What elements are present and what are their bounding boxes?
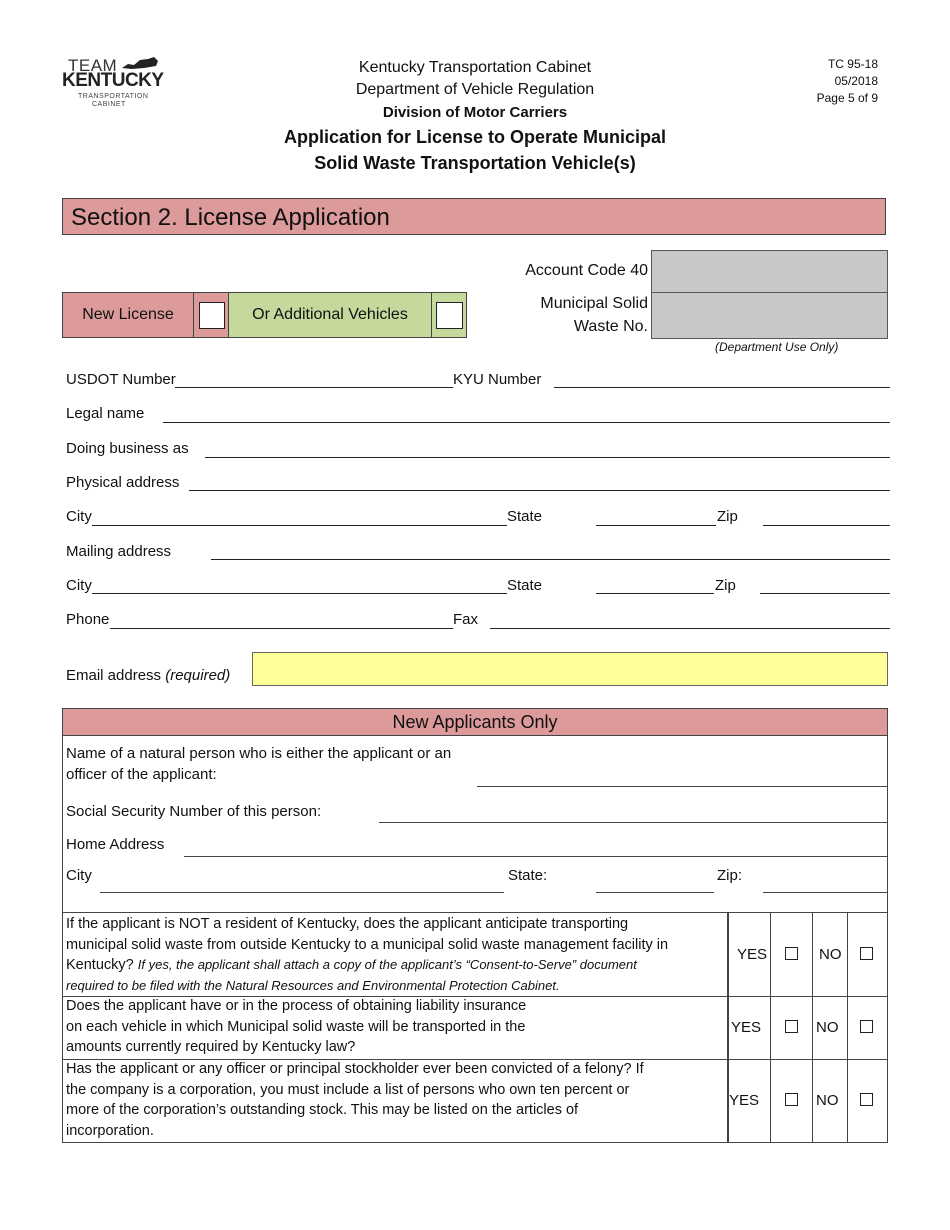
msw-label-1: Municipal Solid [540, 295, 648, 312]
question-1-line2: municipal solid waste from outside Kentucky to a municipal solid waste management facility in [66, 936, 669, 953]
kyu-input[interactable] [554, 387, 890, 388]
phone-label: Phone [66, 611, 110, 628]
usdot-input[interactable] [175, 387, 453, 388]
home-state-label: State: [508, 867, 548, 884]
msw-label-2: Waste No. [573, 318, 648, 335]
department-name: Department of Vehicle Regulation [355, 81, 595, 98]
fax-label: Fax [453, 611, 479, 628]
question-1 [66, 914, 724, 996]
question-3-line3: more of the corporation’s outstanding stock. This may be listed on the articles of [66, 1102, 579, 1118]
new-applicants-title: New Applicants Only [62, 708, 888, 736]
legal-name-input[interactable] [163, 422, 890, 423]
question-2-yes-checkbox[interactable] [785, 1020, 798, 1033]
question-1-note2: required to be filed with the Natural Resources and Environmental Protection Cabinet. [66, 977, 560, 993]
question-3-no-checkbox[interactable] [860, 1093, 873, 1106]
account-code-label: Account Code 40 [525, 262, 648, 279]
email-input[interactable] [252, 652, 888, 686]
question-3-no-label: NO [816, 1092, 839, 1109]
new-license-label: New License [62, 292, 194, 338]
dba-input[interactable] [205, 457, 890, 458]
logo-transportation-text: TRANSPORTATION [78, 93, 149, 100]
mailing-state-input[interactable] [596, 593, 714, 594]
dept-use-note: (Department Use Only) [715, 340, 839, 354]
home-zip-label: Zip: [717, 867, 743, 884]
account-code-field[interactable] [651, 250, 888, 293]
email-label-text: Email address [66, 667, 162, 684]
additional-vehicles-cell [431, 292, 467, 338]
msw-number-field[interactable] [651, 292, 888, 339]
natural-person-label-2: officer of the applicant: [66, 766, 217, 783]
new-license-checkbox[interactable] [199, 302, 225, 329]
question-1-yes-checkbox[interactable] [785, 947, 798, 960]
phone-input[interactable] [110, 628, 453, 629]
question-2-line1: Does the applicant have or in the process of obtaining liability insurance [66, 998, 527, 1014]
additional-vehicles-label: Or Additional Vehicles [228, 292, 432, 338]
home-address-input[interactable] [184, 856, 888, 857]
email-required-note: (required) [165, 667, 231, 684]
zip-input[interactable] [763, 525, 890, 526]
page-number: Page 5 of 9 [816, 91, 878, 105]
additional-vehicles-checkbox[interactable] [436, 302, 463, 329]
question-1-line3: Kentucky? [66, 957, 134, 973]
home-city-label: City [66, 867, 92, 884]
state-input[interactable] [596, 525, 716, 526]
home-state-input[interactable] [596, 892, 714, 893]
email-label [66, 667, 230, 684]
question-2-no-label: NO [816, 1019, 839, 1036]
logo-cabinet-text: CABINET [92, 101, 126, 108]
division-name: Division of Motor Carriers [382, 104, 568, 121]
section-title: Section 2. License Application [62, 198, 886, 235]
question-3 [66, 1059, 724, 1141]
question-3-yes-checkbox[interactable] [785, 1093, 798, 1106]
city-input[interactable] [92, 525, 507, 526]
kyu-label: KYU Number [453, 371, 542, 388]
question-2-line2: on each vehicle in which Municipal solid waste will be transported in the [66, 1018, 526, 1035]
mailing-zip-input[interactable] [760, 593, 890, 594]
yes-box-column-border [770, 912, 771, 1143]
state-label: State [507, 508, 543, 525]
natural-person-label-1: Name of a natural person who is either the applicant or an [66, 745, 452, 762]
question-1-no-checkbox[interactable] [860, 947, 873, 960]
usdot-label: USDOT Number [66, 371, 176, 388]
legal-name-label: Legal name [66, 405, 145, 422]
city-label: City [66, 508, 92, 525]
home-city-input[interactable] [100, 892, 504, 893]
form-title-line2: Solid Waste Transportation Vehicle(s) [314, 153, 636, 173]
mailing-address-label: Mailing address [66, 543, 172, 560]
mailing-zip-label: Zip [715, 577, 736, 594]
question-1-line1: If the applicant is NOT a resident of Kentucky, does the applicant anticipate transporting [66, 916, 629, 932]
mailing-city-label: City [66, 577, 92, 594]
question-2-no-checkbox[interactable] [860, 1020, 873, 1033]
natural-person-input[interactable] [477, 786, 888, 787]
home-address-label: Home Address [66, 836, 165, 853]
question-2 [66, 996, 724, 1058]
logo-kentucky-text: KENTUCKY [62, 70, 164, 91]
question-1-no-label: NO [819, 946, 842, 963]
mailing-state-label: State [507, 577, 543, 594]
no-column-border [812, 912, 813, 1143]
physical-address-label: Physical address [66, 474, 180, 491]
question-3-line1: Has the applicant or any officer or principal stockholder ever been convicted of a felony? If [66, 1061, 644, 1077]
form-title-line1: Application for License to Operate Municipal [283, 127, 667, 147]
zip-label: Zip [717, 508, 738, 525]
mailing-address-input[interactable] [211, 559, 890, 560]
fax-input[interactable] [490, 628, 890, 629]
agency-name: Kentucky Transportation Cabinet [358, 59, 592, 76]
question-3-line4: incorporation. [66, 1122, 154, 1139]
questions-top-border [62, 912, 888, 913]
mailing-city-input[interactable] [92, 593, 507, 594]
ssn-label: Social Security Number of this person: [66, 803, 322, 820]
physical-address-input[interactable] [189, 490, 890, 491]
question-1-yes-label: YES [737, 946, 768, 963]
no-box-column-border [847, 912, 848, 1143]
dba-label: Doing business as [66, 440, 189, 457]
question-1-note1: If yes, the applicant shall attach a copy of the applicant’s “Consent-to-Serve” document [137, 957, 637, 972]
question-3-yes-label: YES [729, 1092, 760, 1109]
question-3-line2: the company is a corporation, you must include a list of persons who own ten percent or [66, 1081, 630, 1098]
logo-team-text: TEAM [68, 56, 118, 75]
new-license-cell [193, 292, 229, 338]
form-date: 05/2018 [834, 74, 878, 88]
team-kentucky-logo [60, 56, 164, 111]
question-2-yes-label: YES [731, 1019, 762, 1036]
form-number: TC 95-18 [827, 57, 878, 71]
question-2-line3: amounts currently required by Kentucky law? [66, 1039, 356, 1055]
home-zip-input[interactable] [763, 892, 888, 893]
ssn-input[interactable] [379, 822, 888, 823]
